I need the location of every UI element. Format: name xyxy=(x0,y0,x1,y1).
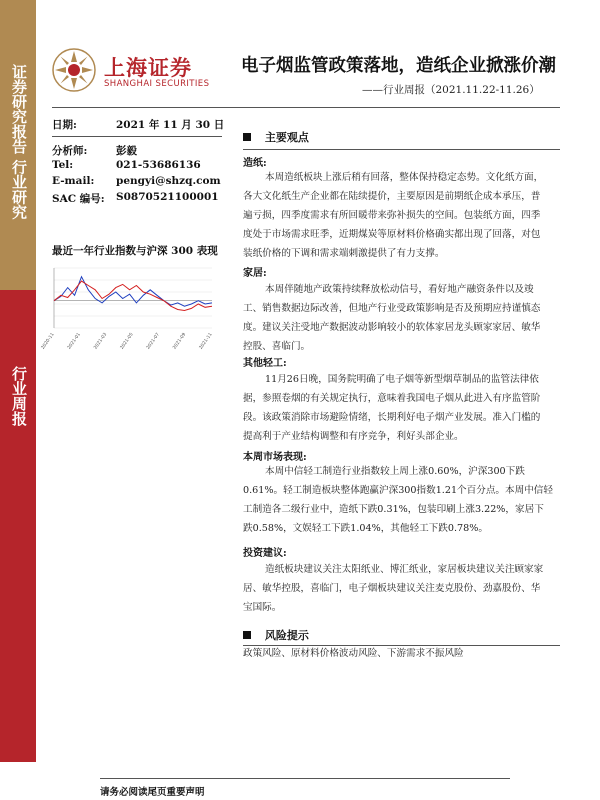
footer-disclaimer[interactable]: 请务必阅读尾页重要声明 xyxy=(100,787,205,798)
invest-line: 造纸板块建议关注太阳纸业、博汇纸业，家居板块建议关注顾家家 xyxy=(265,564,544,575)
chart-x-tick-label: 2021-03 xyxy=(93,332,109,351)
chart-x-tick-label: 2021-09 xyxy=(172,332,188,351)
chart-x-tick-label: 2021-07 xyxy=(146,332,161,351)
tel-label: Tel: xyxy=(52,159,74,171)
meta-divider xyxy=(52,136,222,137)
home-paragraph xyxy=(243,280,560,356)
section-divider xyxy=(243,149,560,150)
home-head: 家居: xyxy=(243,268,267,279)
paper-line: 本周造纸板块上涨后稍有回落，整体保持稳定态势。文化纸方面， xyxy=(265,172,544,183)
index-chart xyxy=(40,262,220,362)
invest-paragraph xyxy=(243,560,560,617)
side-label-bottom: 行业周报 xyxy=(10,366,28,426)
logo-name-cn: 上海证券 xyxy=(104,56,192,80)
bullet-square-icon xyxy=(243,631,251,639)
footer-divider xyxy=(100,778,510,779)
home-line: 控股、喜临门。 xyxy=(243,341,311,352)
market-line: 跌0.58%，文娱轻工下跌1.04%，其他轻工下跌0.78%。 xyxy=(243,523,488,534)
light-line: 提高利于产业结构调整和有序竞争，利好头部企业。 xyxy=(243,431,464,442)
paper-line: 各大文化纸生产企业都在陆续提价，主要原因是前期纸企成本承压，普 xyxy=(243,191,541,202)
market-paragraph xyxy=(243,462,560,538)
invest-line: 宝国际。 xyxy=(243,602,282,613)
chart-x-tick-label: 2020-11 xyxy=(40,332,56,351)
chart-x-tick-label: 2021-05 xyxy=(119,332,135,351)
section-key-points xyxy=(243,129,309,145)
chart-series-1 xyxy=(54,281,212,310)
sac-value: S0870521100001 xyxy=(116,191,219,203)
chart-title: 最近一年行业指数与沪深 300 表现 xyxy=(52,245,218,257)
chart-series-0 xyxy=(54,277,212,307)
email-value[interactable]: pengyi@shzq.com xyxy=(116,175,221,187)
logo-name-en: SHANGHAI SECURITIES xyxy=(104,79,210,89)
paper-line: 度处于市场需求旺季，近期煤炭等原材料价格确实都出现了回落，对包 xyxy=(243,229,541,240)
date-value: 2021 年 11 月 30 日 xyxy=(116,119,225,131)
paper-line: 遍亏损，四季度需求有所回暖带来弥补损失的空间。包装纸方面，四季 xyxy=(243,210,541,221)
paper-line: 装纸价格的下调和需求端刺激提供了有力支撑。 xyxy=(243,248,445,259)
section-key-points-title: 主要观点 xyxy=(264,131,309,144)
invest-head: 投资建议: xyxy=(243,548,287,559)
market-head: 本周市场表现: xyxy=(243,452,307,463)
report-title: 电子烟监管政策落地，造纸企业掀涨价潮 xyxy=(241,56,556,76)
light-line: 据，参照卷烟的有关规定执行，意味着我国电子烟从此进入有序监管阶 xyxy=(243,393,541,404)
risk-text: 政策风险、原材料价格波动风险、下游需求不振风险 xyxy=(243,648,464,659)
bullet-square-icon xyxy=(243,133,251,141)
analyst-value: 彭毅 xyxy=(116,145,137,157)
sac-label: SAC 编号: xyxy=(52,193,105,205)
section-risk-title: 风险提示 xyxy=(264,629,309,642)
light-industry-paragraph xyxy=(243,370,560,446)
side-band-bottom xyxy=(0,290,36,762)
home-line: 工、销售数据边际改善，但地产行业受政策影响是否及预期应持谨慎态 xyxy=(243,303,541,314)
light-line: 11月26日晚，国务院明确了电子烟等新型烟草制品的监管法律依 xyxy=(265,374,539,385)
side-label-top: 证券研究报告 行业研究 xyxy=(10,64,28,220)
chart-x-tick-label: 2021-01 xyxy=(67,332,82,351)
paper-paragraph xyxy=(243,168,560,263)
market-line: 本周中信轻工制造行业指数较上周上涨0.60%，沪深300下跌 xyxy=(265,466,525,477)
report-subtitle: ——行业周报（2021.11.22-11.26） xyxy=(362,84,540,96)
company-logo-icon xyxy=(52,48,96,92)
invest-line: 居、敏华控股，喜临门，电子烟板块建议关注麦克股份、劲嘉股份、华 xyxy=(243,583,541,594)
analyst-label: 分析师: xyxy=(52,145,88,157)
email-label: E-mail: xyxy=(52,175,95,187)
section-risk xyxy=(243,627,309,643)
header-divider xyxy=(52,107,560,108)
home-line: 本周伴随地产政策持续释放松动信号，看好地产融资条件以及竣 xyxy=(265,284,534,295)
date-label: 日期: xyxy=(52,119,77,131)
tel-value: 021-53686136 xyxy=(116,159,201,171)
paper-head: 造纸: xyxy=(243,158,267,169)
light-industry-head: 其他轻工: xyxy=(243,358,287,369)
market-line: 0.61%。轻工制造板块整体跑赢沪深300指数1.21个百分点。本周中信轻 xyxy=(243,485,553,496)
chart-x-tick-label: 2021-11 xyxy=(198,332,214,351)
market-line: 工制造各二级行业中，造纸下跌0.31%，包装印刷上涨3.22%，家居下 xyxy=(243,504,544,515)
home-line: 度。建议关注受地产数据波动影响较小的软体家居龙头顾家家居、敏华 xyxy=(243,322,541,333)
light-line: 段。该政策消除市场避险情绪，长期利好电子烟产业发展。准入门槛的 xyxy=(243,412,541,423)
